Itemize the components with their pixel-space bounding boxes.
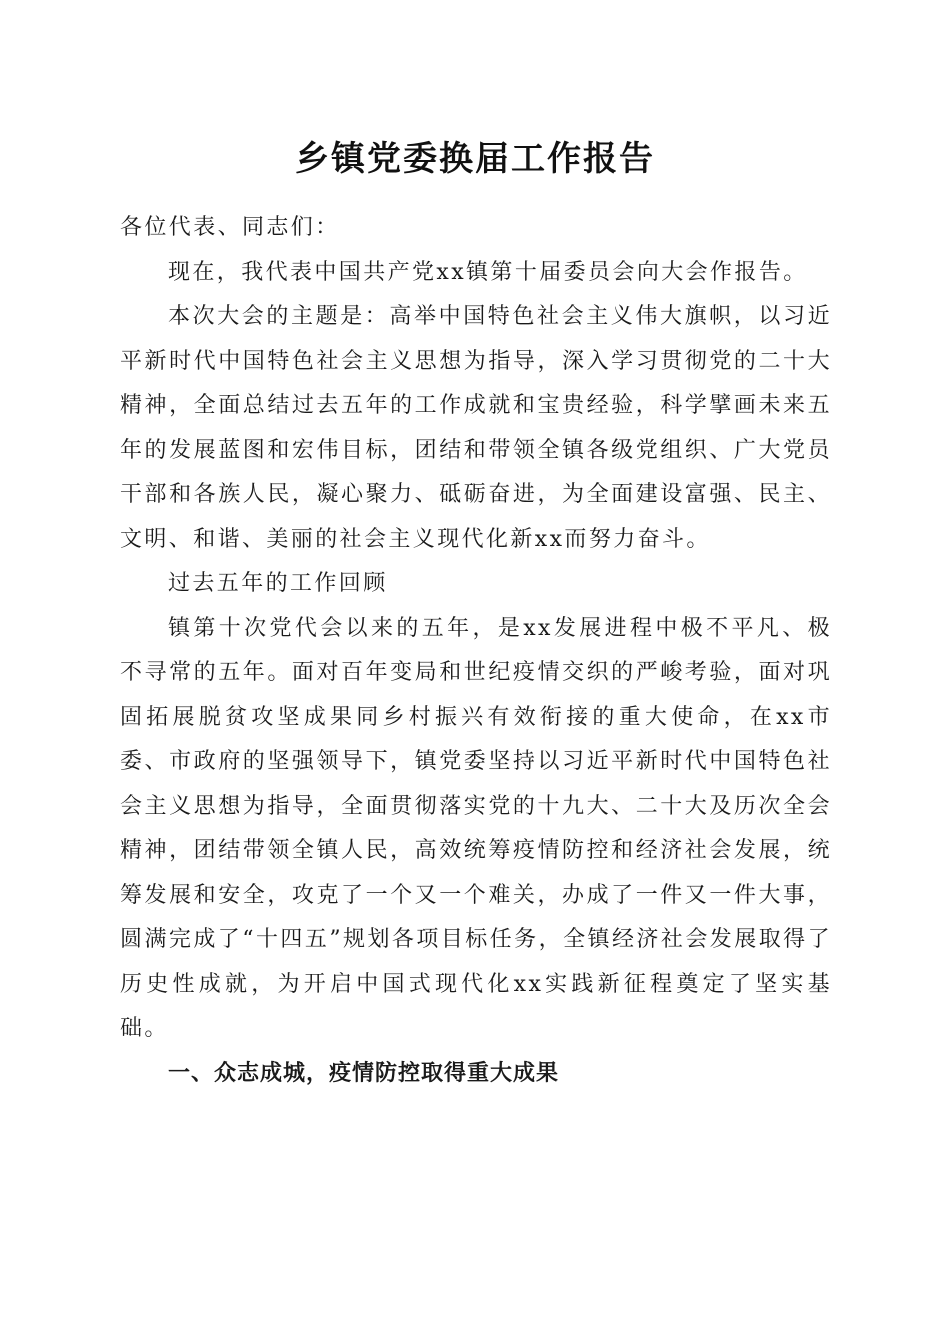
document-title: 乡镇党委换届工作报告 [295,139,655,179]
section-heading: 一、众志成城，疫情防控取得重大成果 [168,1060,560,1086]
salutation: 各位代表、同志们： [120,215,340,240]
document-body [120,206,832,1096]
paragraph-opening: 现在，我代表中国共产党xx镇第十届委员会向大会作报告。 [168,259,808,285]
paragraph-review-body: 镇第十次党代会以来的五年，是xx发展进程中极不平凡、极不寻常的五年。面对百年变局和世纪疫情交织的严峻考验，面对巩固拓展脱贫攻坚成果同乡村振兴有效衔接的重大使命，在xx市委、市政府的坚强领导下，镇党委坚持以习近平新时代中国特色社会主义思想为指导，全面贯彻落实党的十九大、二十大及历次全会精神，团结带领全镇人民，高效统筹疫情防控和经济社会发展，统筹发展和安全，攻克了一个又一个难关，办成了一件又一件大事，圆满完成了“十四五”规划各项目标任务，全镇经济社会发展取得了历史性成就，为开启中国式现代化xx实践新征程奠定了坚实基础。 [120,615,832,1041]
paragraph-theme: 本次大会的主题是：高举中国特色社会主义伟大旗帜，以习近平新时代中国特色社会主义思想为指导，深入学习贯彻党的二十大精神，全面总结过去五年的工作成就和宝贵经验，科学擘画未来五年的发展蓝图和宏伟目标，团结和带领全镇各级党组织、广大党员干部和各族人民，凝心聚力、砥砺奋进，为全面建设富强、民主、文明、和谐、美丽的社会主义现代化新xx而努力奋斗。 [120,304,832,552]
paragraph-review-heading: 过去五年的工作回顾 [168,571,388,596]
